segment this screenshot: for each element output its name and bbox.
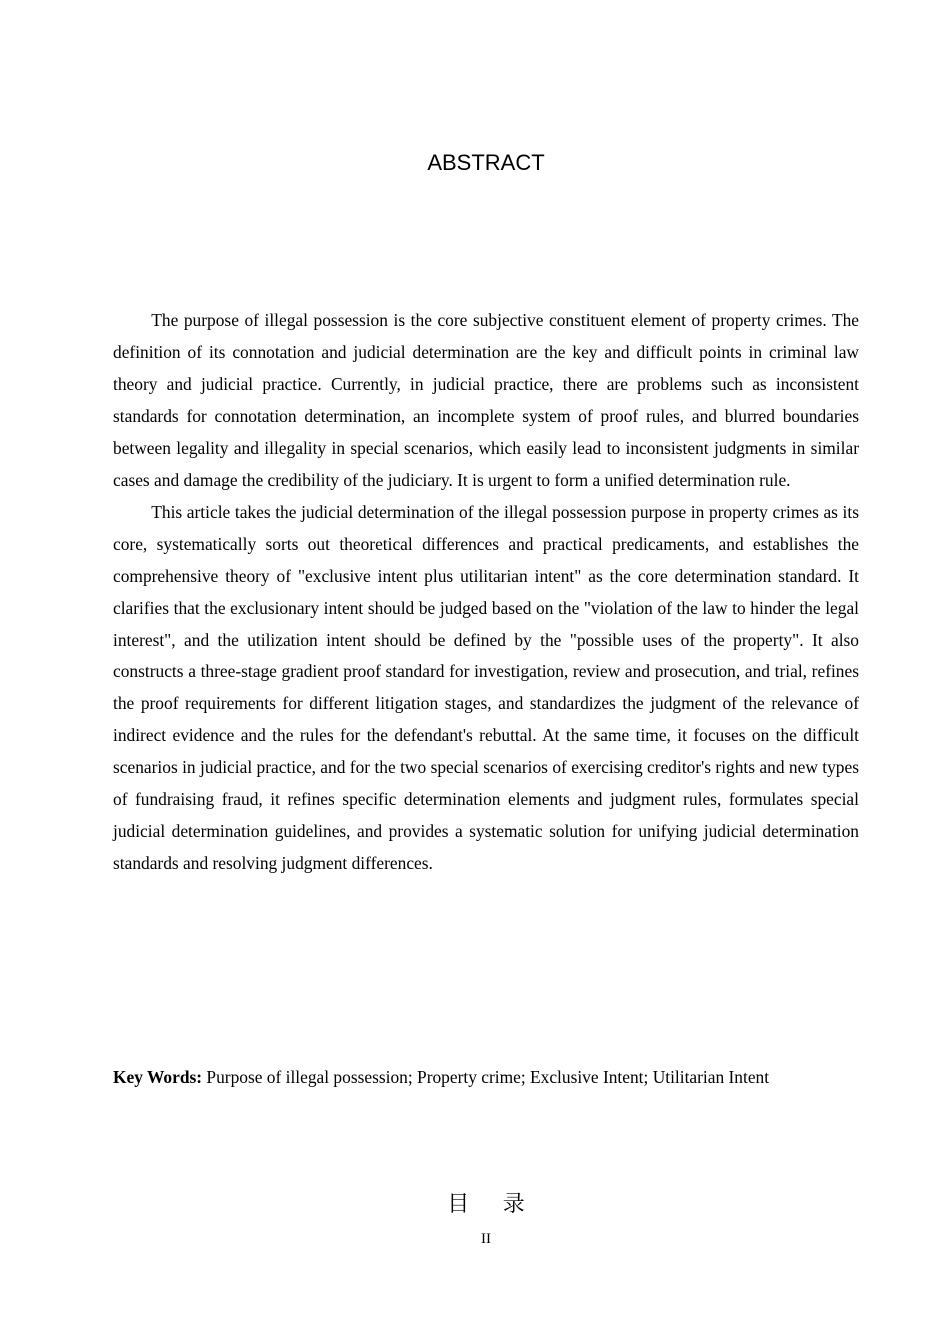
- abstract-paragraph-1: The purpose of illegal possession is the core subjective constituent element of property crimes. The definition of its connotation and judicial determination are the key and difficult points in criminal law theory and judicial practice. Currently, in judicial practice, there are problems such as inconsistent standards for connotation determination, an incomplete system of proof rules, and blurred boundaries between legality and illegality in special scenarios, which easily lead to inconsistent judgments in similar cases and damage the credibility of the judiciary. It is urgent to form a unified determination rule.: [113, 310, 859, 490]
- keywords-label: Key Words:: [113, 1067, 203, 1087]
- toc-heading: 目 录: [447, 1192, 538, 1217]
- abstract-body: [113, 305, 859, 880]
- keywords-text: Purpose of illegal possession; Property crime; Exclusive Intent; Utilitarian Intent: [202, 1067, 770, 1087]
- abstract-heading: ABSTRACT: [427, 150, 545, 175]
- page-number: II: [481, 1231, 491, 1247]
- abstract-paragraph-2: This article takes the judicial determination of the illegal possession purpose in property crimes as its core, systematically sorts out theoretical differences and practical predicaments, and establishes the comprehensive theory of "exclusive intent plus utilitarian intent" as the core determination standard. It clarifies that the exclusionary intent should be judged based on the "violation of the law to hinder the legal interest", and the utilization intent should be defined by the "possible uses of the property". It also constructs a three-stage gradient proof standard for investigation, review and prosecution, and trial, refines the proof requirements for different litigation stages, and standardizes the judgment of the relevance of indirect evidence and the rules for the defendant's rebuttal. At the same time, it focuses on the difficult scenarios in judicial practice, and for the two special scenarios of exercising creditor's rights and new types of fundraising fraud, it refines specific determination elements and judgment rules, formulates special judicial determination guidelines, and provides a systematic solution for unifying judicial determination standards and resolving judgment differences.: [113, 501, 859, 874]
- keywords-line: [113, 1061, 859, 1093]
